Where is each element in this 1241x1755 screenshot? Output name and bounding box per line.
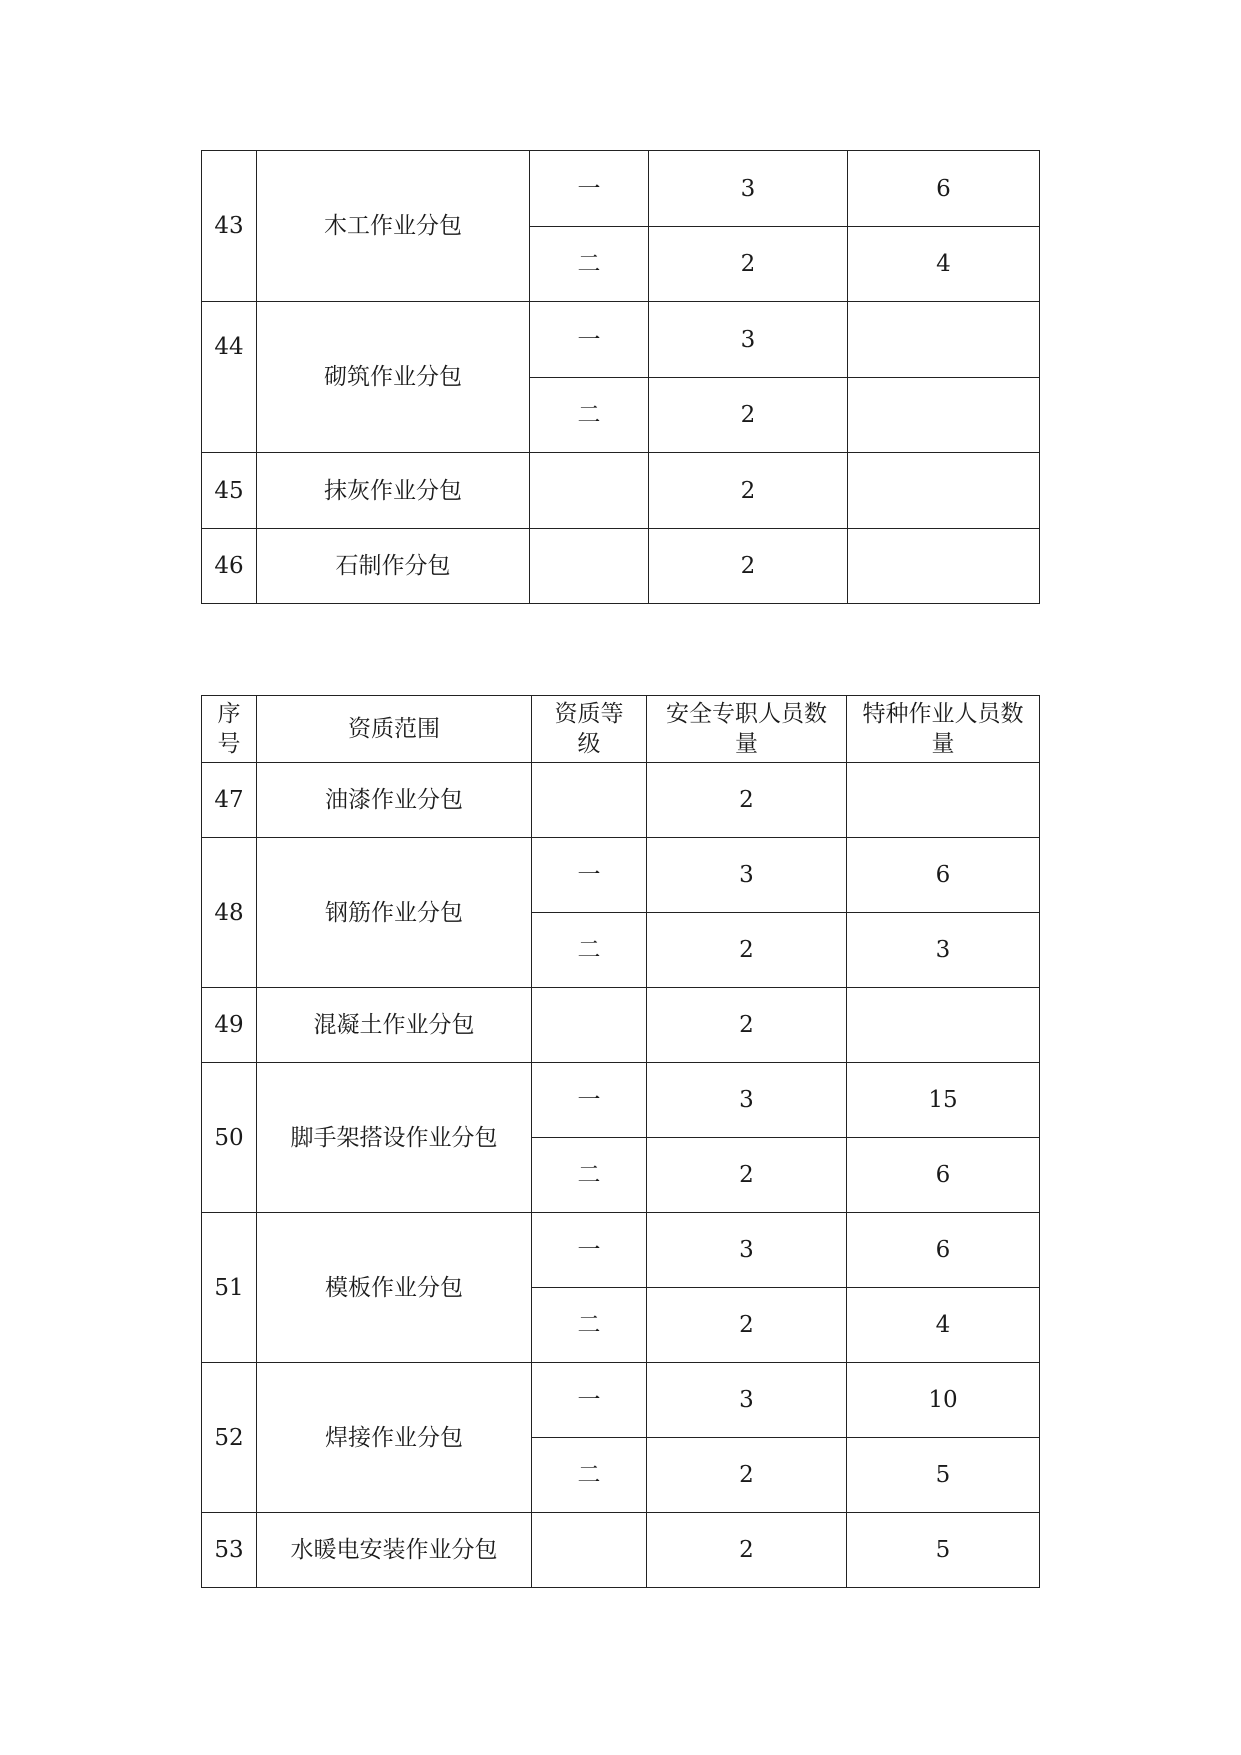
scope-cell: 钢筋作业分包 <box>257 838 532 988</box>
table-row <box>202 151 1040 227</box>
safety-staff-cell: 2 <box>647 913 847 988</box>
special-staff-cell: 3 <box>847 913 1040 988</box>
scope-cell: 石制作分包 <box>257 529 530 604</box>
table-row <box>202 529 1040 604</box>
scope-cell: 模板作业分包 <box>257 1213 532 1363</box>
grade-cell <box>532 763 647 838</box>
grade-cell: 一 <box>532 838 647 913</box>
grade-cell <box>532 988 647 1063</box>
scope-cell: 脚手架搭设作业分包 <box>257 1063 532 1213</box>
row-number: 49 <box>202 988 257 1063</box>
safety-staff-cell: 2 <box>647 1288 847 1363</box>
table-header-row <box>202 696 1040 763</box>
special-staff-cell: 10 <box>847 1363 1040 1438</box>
special-staff-cell <box>848 453 1040 529</box>
grade-cell: 二 <box>530 227 649 302</box>
scope-cell: 砌筑作业分包 <box>257 302 530 453</box>
qualification-table <box>201 695 1040 1588</box>
table-row <box>202 1363 1040 1438</box>
grade-cell: 二 <box>530 378 649 453</box>
safety-staff-cell: 2 <box>649 378 848 453</box>
header-scope: 资质范围 <box>257 696 532 763</box>
table-row <box>202 453 1040 529</box>
table-row <box>202 302 1040 378</box>
special-staff-cell <box>848 529 1040 604</box>
grade-cell: 一 <box>530 302 649 378</box>
special-staff-cell: 6 <box>847 1138 1040 1213</box>
scope-cell: 焊接作业分包 <box>257 1363 532 1513</box>
special-staff-cell: 15 <box>847 1063 1040 1138</box>
special-staff-cell: 6 <box>847 1213 1040 1288</box>
row-number: 47 <box>202 763 257 838</box>
row-number: 45 <box>202 453 257 529</box>
table-row <box>202 1213 1040 1288</box>
safety-staff-cell: 2 <box>647 763 847 838</box>
scope-cell: 水暖电安装作业分包 <box>257 1513 532 1588</box>
safety-staff-cell: 3 <box>647 1063 847 1138</box>
grade-cell: 二 <box>532 1288 647 1363</box>
safety-staff-cell: 2 <box>647 1138 847 1213</box>
safety-staff-cell: 2 <box>649 529 848 604</box>
row-number: 53 <box>202 1513 257 1588</box>
header-grade: 资质等级 <box>532 696 647 763</box>
special-staff-cell <box>847 763 1040 838</box>
safety-staff-cell: 3 <box>647 1213 847 1288</box>
scope-cell: 混凝土作业分包 <box>257 988 532 1063</box>
header-special-staff: 特种作业人员数量 <box>847 696 1040 763</box>
safety-staff-cell: 3 <box>649 302 848 378</box>
special-staff-cell <box>848 302 1040 378</box>
special-staff-cell: 4 <box>847 1288 1040 1363</box>
table-row <box>202 838 1040 913</box>
grade-cell: 一 <box>532 1063 647 1138</box>
scope-cell: 油漆作业分包 <box>257 763 532 838</box>
grade-cell <box>532 1513 647 1588</box>
special-staff-cell: 5 <box>847 1513 1040 1588</box>
grade-cell: 二 <box>532 1138 647 1213</box>
special-staff-cell <box>847 988 1040 1063</box>
grade-cell: 一 <box>532 1213 647 1288</box>
row-number: 46 <box>202 529 257 604</box>
grade-cell: 二 <box>532 913 647 988</box>
scope-cell: 木工作业分包 <box>257 151 530 302</box>
safety-staff-cell: 2 <box>649 227 848 302</box>
special-staff-cell: 6 <box>848 151 1040 227</box>
special-staff-cell: 4 <box>848 227 1040 302</box>
safety-staff-cell: 2 <box>647 1513 847 1588</box>
safety-staff-cell: 3 <box>647 838 847 913</box>
row-number: 52 <box>202 1363 257 1513</box>
safety-staff-cell: 3 <box>649 151 848 227</box>
safety-staff-cell: 3 <box>647 1363 847 1438</box>
header-number: 序号 <box>202 696 257 763</box>
row-number: 51 <box>202 1213 257 1363</box>
special-staff-cell <box>848 378 1040 453</box>
row-number: 44 <box>202 302 257 453</box>
safety-staff-cell: 2 <box>647 1438 847 1513</box>
safety-staff-cell: 2 <box>649 453 848 529</box>
qualification-table-continued <box>201 150 1040 604</box>
special-staff-cell: 6 <box>847 838 1040 913</box>
grade-cell: 二 <box>532 1438 647 1513</box>
grade-cell <box>530 453 649 529</box>
special-staff-cell: 5 <box>847 1438 1040 1513</box>
table-row <box>202 763 1040 838</box>
grade-cell: 一 <box>530 151 649 227</box>
grade-cell: 一 <box>532 1363 647 1438</box>
table-row <box>202 988 1040 1063</box>
header-safety-staff: 安全专职人员数量 <box>647 696 847 763</box>
safety-staff-cell: 2 <box>647 988 847 1063</box>
table-row <box>202 1513 1040 1588</box>
table-row <box>202 1063 1040 1138</box>
row-number: 48 <box>202 838 257 988</box>
scope-cell: 抹灰作业分包 <box>257 453 530 529</box>
row-number: 43 <box>202 151 257 302</box>
grade-cell <box>530 529 649 604</box>
row-number: 50 <box>202 1063 257 1213</box>
